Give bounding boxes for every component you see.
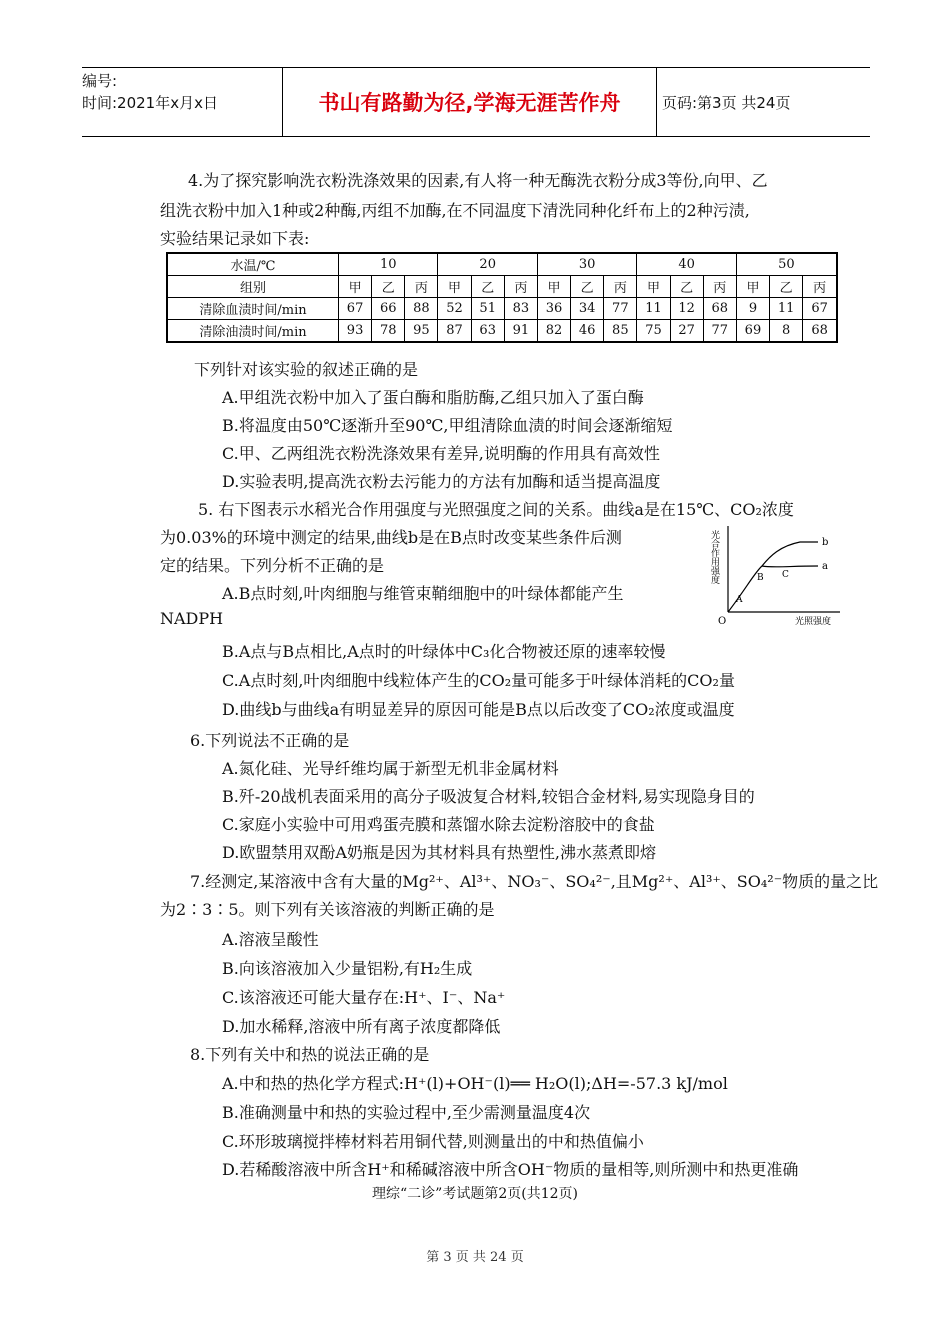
header-motto: 书山有路勤为径,学海无涯苦作舟 [318,91,621,115]
table-cell: 27 [670,320,703,343]
q6-option-b: B.歼-20战机表面采用的高分子吸波复合材料,较铝合金材料,易实现隐身目的 [222,787,755,806]
table-row [167,276,837,298]
table-cell: 丙 [504,276,537,298]
chart-curve-b-label: b [822,537,829,548]
header-number: 编号: [82,72,118,90]
q5-option-a-line1: A.B点时刻,叶肉细胞与维管束鞘细胞中的叶绿体都能产生 [222,584,624,603]
q7-option-c: C.该溶液还可能大量存在:H⁺、I⁻、Na⁺ [222,988,506,1007]
table-cell: 11 [770,298,803,320]
table-cell: 8 [770,320,803,343]
q6-option-d: D.欧盟禁用双酚A奶瓶是因为其材料具有热塑性,沸水蒸煮即熔 [222,843,656,862]
q4-option-c: C.甲、乙两组洗衣粉洗涤效果有差异,说明酶的作用具有高效性 [222,444,660,463]
q4-ask: 下列针对该实验的叙述正确的是 [194,360,419,379]
table-cell: 46 [571,320,604,343]
q4-stem-line1: 4.为了探究影响洗衣粉洗涤效果的因素,有人将一种无酶洗衣粉分成3等份,向甲、乙 [188,171,768,190]
q5-option-c: C.A点时刻,叶肉细胞中线粒体产生的CO₂量可能多于叶绿体消耗的CO₂量 [222,671,735,690]
table-cell: 组别 [167,276,339,298]
q4-option-b: B.将温度由50℃逐渐升至90℃,甲组清除血渍的时间会逐渐缩短 [222,416,673,435]
chart-curve-a-label: a [822,561,828,572]
q5-option-a-line2: NADPH [160,609,224,628]
table-cell: 51 [471,298,504,320]
table-cell: 9 [736,298,769,320]
table-cell: 10 [339,253,438,276]
table-cell: 82 [537,320,570,343]
table-cell: 66 [372,298,405,320]
q5-option-b: B.A点与B点相比,A点时的叶绿体中C₃化合物被还原的速率较慢 [222,642,666,661]
table-cell: 丙 [703,276,736,298]
table-cell: 68 [703,298,736,320]
table-cell: 63 [471,320,504,343]
q4-option-d: D.实验表明,提高洗衣粉去污能力的方法有加酶和适当提高温度 [222,472,661,491]
table-cell: 甲 [438,276,471,298]
q6-option-c: C.家庭小实验中可用鸡蛋壳膜和蒸馏水除去淀粉溶胶中的食盐 [222,815,655,834]
table-cell: 52 [438,298,471,320]
table-cell: 95 [405,320,438,343]
table-cell: 乙 [670,276,703,298]
exam-page-footer: 理综“二诊”考试题第2页(共12页) [372,1186,578,1202]
table-cell: 34 [571,298,604,320]
q7-stem-line1: 7.经测定,某溶液中含有大量的Mg²⁺、Al³⁺、NO₃⁻、SO₄²⁻,且Mg²⁺、Al³⁺、SO₄²⁻物质的量之比 [190,872,879,891]
header-divider [656,68,657,136]
table-cell: 丙 [803,276,837,298]
table-cell: 85 [604,320,637,343]
chart-point-a: A [736,595,743,605]
table-cell: 丙 [405,276,438,298]
table-cell: 87 [438,320,471,343]
q4-stem-line2: 组洗衣粉中加入1种或2种酶,丙组不加酶,在不同温度下清洗同种化纤布上的2种污渍, [160,201,750,220]
table-cell: 88 [405,298,438,320]
table-cell: 68 [803,320,837,343]
table-cell: 40 [637,253,736,276]
q8-option-c: C.环形玻璃搅拌棒材料若用铜代替,则测量出的中和热值偏小 [222,1132,644,1151]
table-cell: 77 [604,298,637,320]
table-cell: 乙 [471,276,504,298]
photosynthesis-chart [700,520,850,630]
table-cell: 甲 [339,276,372,298]
q8-stem: 8.下列有关中和热的说法正确的是 [190,1045,430,1064]
table-cell: 50 [736,253,837,276]
table-cell: 乙 [571,276,604,298]
q7-option-a: A.溶液呈酸性 [222,930,319,949]
curve-a [762,566,818,567]
q8-option-b: B.准确测量中和热的实验过程中,至少需测量温度4次 [222,1103,591,1122]
q8-option-a: A.中和热的热化学方程式:H⁺(l)+OH⁻(l)══ H₂O(l);ΔH=-57.3 kJ/mol [222,1074,728,1093]
chart-ylabel: 光合作用强度 [709,530,719,584]
table-row [167,253,837,276]
q5-option-d: D.曲线b与曲线a有明显差异的原因可能是B点以后改变了CO₂浓度或温度 [222,700,735,719]
q6-option-a: A.氮化硅、光导纤维均属于新型无机非金属材料 [222,759,559,778]
table-cell: 77 [703,320,736,343]
q4-stem-line3: 实验结果记录如下表: [160,229,310,248]
table-cell: 78 [372,320,405,343]
chart-origin: O [718,616,727,627]
chart-point-b: B [757,573,764,583]
table-cell: 乙 [770,276,803,298]
table-cell: 甲 [537,276,570,298]
table-cell: 67 [803,298,837,320]
table-cell: 83 [504,298,537,320]
table-row [167,298,837,320]
chart-xlabel: 光照强度 [795,617,832,627]
table-cell: 11 [637,298,670,320]
q5-stem-line2: 为0.03%的环境中测定的结果,曲线b是在B点时改变某些条件后测 [160,528,622,547]
table-cell: 清除油渍时间/min [167,320,339,343]
q5-stem-line1: 5. 右下图表示水稻光合作用强度与光照强度之间的关系。曲线a是在15℃、CO₂浓度 [198,500,794,519]
header-meta [82,70,282,134]
table-cell: 清除血渍时间/min [167,298,339,320]
table-cell: 乙 [372,276,405,298]
table-cell: 甲 [736,276,769,298]
table-cell: 93 [339,320,372,343]
q8-option-d: D.若稀酸溶液中所含H⁺和稀碱溶液中所含OH⁻物质的量相等,则所测中和热更准确 [222,1160,799,1179]
table-cell: 36 [537,298,570,320]
table-cell: 75 [637,320,670,343]
q6-stem: 6.下列说法不正确的是 [190,731,350,750]
q5-stem-line3: 定的结果。下列分析不正确的是 [160,556,385,575]
document-page-footer: 第 3 页 共 24 页 [426,1250,524,1265]
q7-stem-line2: 为2∶3∶5。则下列有关该溶液的判断正确的是 [160,900,495,919]
q4-option-a: A.甲组洗衣粉中加入了蛋白酶和脂肪酶,乙组只加入了蛋白酶 [222,388,644,407]
table-cell: 69 [736,320,769,343]
table-cell: 12 [670,298,703,320]
q4-results-table [166,252,838,343]
table-cell: 丙 [604,276,637,298]
table-cell: 91 [504,320,537,343]
table-cell: 30 [537,253,636,276]
q7-option-b: B.向该溶液加入少量铝粉,有H₂生成 [222,959,473,978]
chart-point-c: C [782,570,789,580]
table-cell: 20 [438,253,537,276]
table-cell: 67 [339,298,372,320]
q7-option-d: D.加水稀释,溶液中所有离子浓度都降低 [222,1017,501,1036]
page-header [82,67,870,137]
table-cell: 水温/℃ [167,253,339,276]
table-row [167,320,837,343]
header-date: 时间:2021年x月x日 [82,94,218,112]
header-page-label: 页码:第3页 共24页 [662,93,791,112]
table-cell: 甲 [637,276,670,298]
